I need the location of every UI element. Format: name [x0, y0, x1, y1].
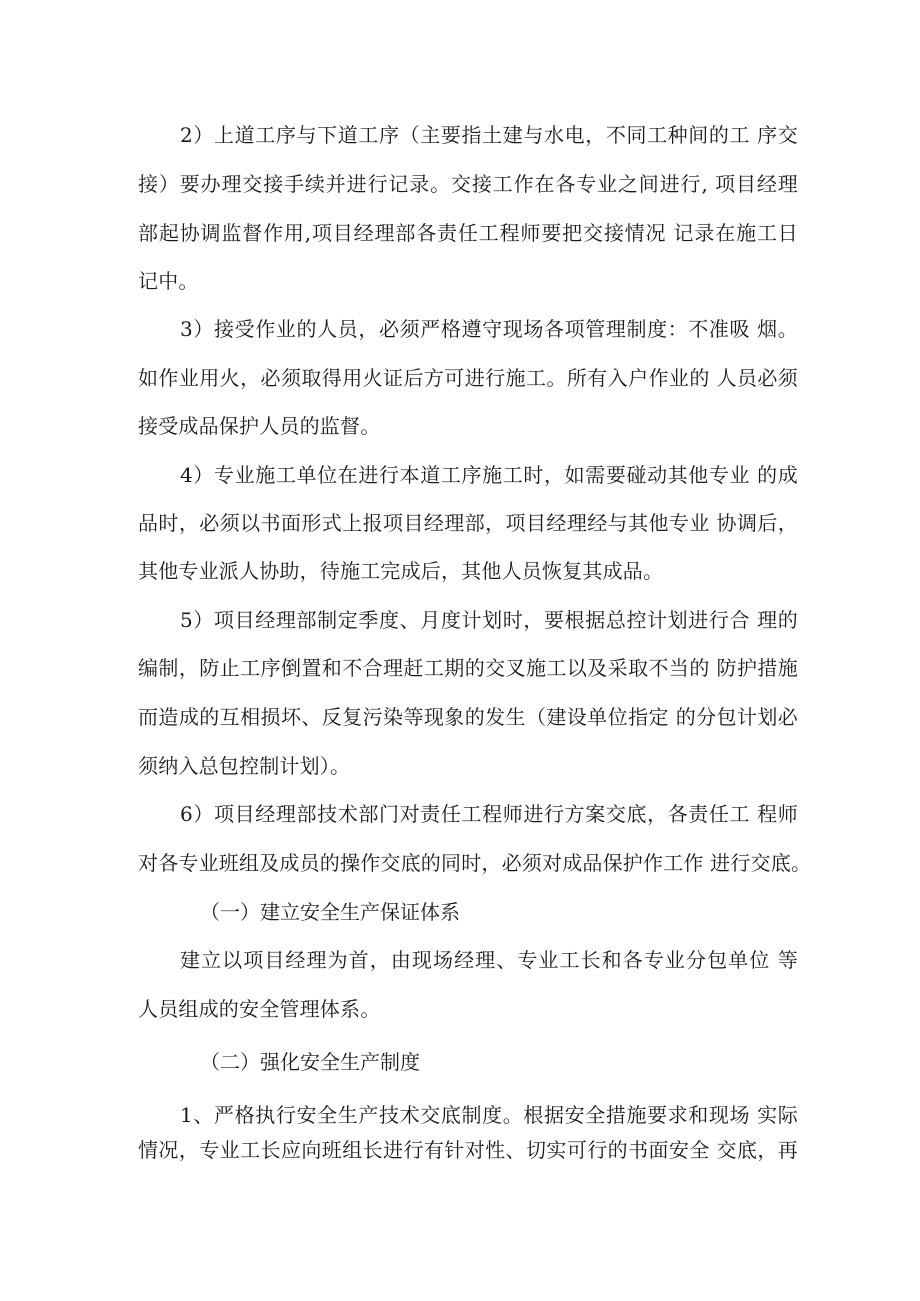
paragraph-2-line-2: 接）要办理交接手续并进行记录。交接工作在各专业之间进行, 项目经理: [138, 172, 798, 196]
paragraph-4-line-3: 其他专业派人协助，待施工完成后，其他人员恢复其成品。: [138, 559, 664, 583]
paragraph-2-line-1: 2）上道工序与下道工序（主要指土建与水电，不同工种间的工 序交: [180, 123, 798, 147]
paragraph-5-line-3: 而造成的互相损坏、反复污染等现象的发生（建设单位指定 的分包计划必: [138, 705, 798, 729]
paragraph-2-line-4: 记中。: [138, 269, 199, 293]
paragraph-5-line-1: 5）项目经理部制定季度、月度计划时，要根据总控计划进行合 理的: [180, 608, 798, 632]
paragraph-3-line-1: 3）接受作业的人员，必须严格遵守现场各项管理制度：不准吸 烟。: [180, 317, 798, 341]
paragraph-5-line-4: 须纳入总包控制计划）。: [138, 754, 351, 778]
paragraph-8-line-1: 1、严格执行安全生产技术交底制度。根据安全措施要求和现场 实际: [180, 1103, 798, 1127]
paragraph-4-line-1: 4）专业施工单位在进行本道工序施工时，如需要碰动其他专业 的成: [180, 463, 798, 487]
paragraph-7-line-1: 建立以项目经理为首，由现场经理、专业工长和各专业分包单位 等: [180, 948, 798, 972]
paragraph-6-line-1: 6）项目经理部技术部门对责任工程师进行方案交底，各责任工 程师: [180, 802, 798, 826]
paragraph-2-line-3: 部起协调监督作用,项目经理部各责任工程师要把交接情况 记录在施工日: [138, 221, 798, 245]
paragraph-4-line-2: 品时，必须以书面形式上报项目经理部，项目经理经与其他专业 协调后，: [138, 511, 798, 535]
paragraph-8-line-2: 情况，专业工长应向班组长进行有针对性、切实可行的书面安全 交底，再: [138, 1138, 798, 1162]
paragraph-3-line-2: 如作业用火，必须取得用火证后方可进行施工。所有入户作业的 人员必须: [138, 366, 798, 390]
section-heading-1: （一）建立安全生产保证体系: [200, 900, 460, 924]
paragraph-5-line-2: 编制，防止工序倒置和不合理赶工期的交叉施工以及采取不当的 防护措施: [138, 656, 798, 680]
paragraph-7-line-2: 人员组成的安全管理体系。: [138, 997, 381, 1021]
paragraph-6-line-2: 对各专业班组及成员的操作交底的同时，必须对成品保护作工作 进行交底。: [138, 851, 812, 875]
paragraph-3-line-3: 接受成品保护人员的监督。: [138, 414, 381, 438]
section-heading-2: （二）强化安全生产制度: [200, 1050, 420, 1074]
